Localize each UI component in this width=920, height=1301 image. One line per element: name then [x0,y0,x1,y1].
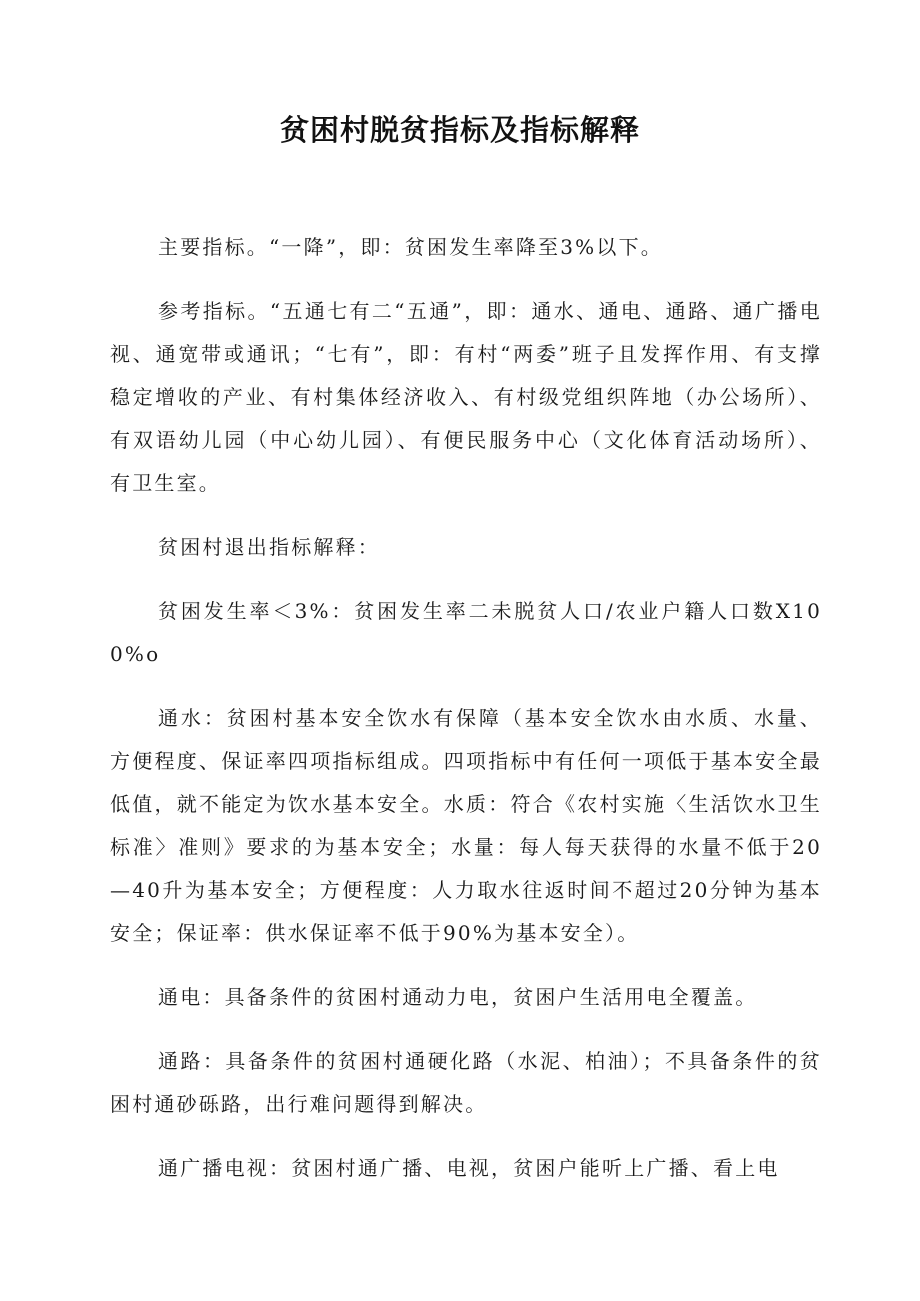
paragraph-water-access: 通水：贫困村基本安全饮水有保障（基本安全饮水由水质、水量、方便程度、保证率四项指标组成。四项指标中有任何一项低于基本安全最低值，就不能定为饮水基本安全。水质：符合《农村实施〈生活饮水卫生标准〉准则》要求的为基本安全；水量：每人每天获得的水量不低于20—40升为基本安全；方便程度：人力取水往返时间不超过20分钟为基本安全；保证率：供水保证率不低于90%为基本安全）。 [110,706,822,945]
paragraph-broadcast-tv-access: 通广播电视：贫困村通广播、电视，贫困户能听上广播、看上电 [158,1156,780,1180]
paragraph-main-indicator: 主要指标。“一降”，即：贫困发生率降至3%以下。 [158,235,663,259]
paragraph-reference-indicators: 参考指标。“五通七有二“五通”，即：通水、通电、通路、通广播电视、通宽带或通讯；“七有”，即：有村“两委”班子且发挥作用、有支撑稳定增收的产业、有村集体经济收入、有村级党组织阵地（办公场所）、有双语幼儿园（中心幼儿园）、有便民服务中心（文化体育活动场所）、有卫生室。 [110,299,822,495]
paragraph-electricity-access: 通电：具备条件的贫困村通动力电，贫困户生活用电全覆盖。 [158,985,758,1009]
document-title: 贫困村脱贫指标及指标解释 [279,113,640,147]
paragraph-road-access: 通路：具备条件的贫困村通硬化路（水泥、柏油）；不具备条件的贫困村通砂砾路，出行难问题得到解决。 [110,1049,822,1116]
paragraph-exit-indicator-heading: 贫困村退出指标解释： [158,535,380,559]
document-body [110,226,822,1211]
paragraph-poverty-rate: 贫困发生率＜3%：贫困发生率二未脱贫人口/农业户籍人口数X100%o [110,599,822,666]
